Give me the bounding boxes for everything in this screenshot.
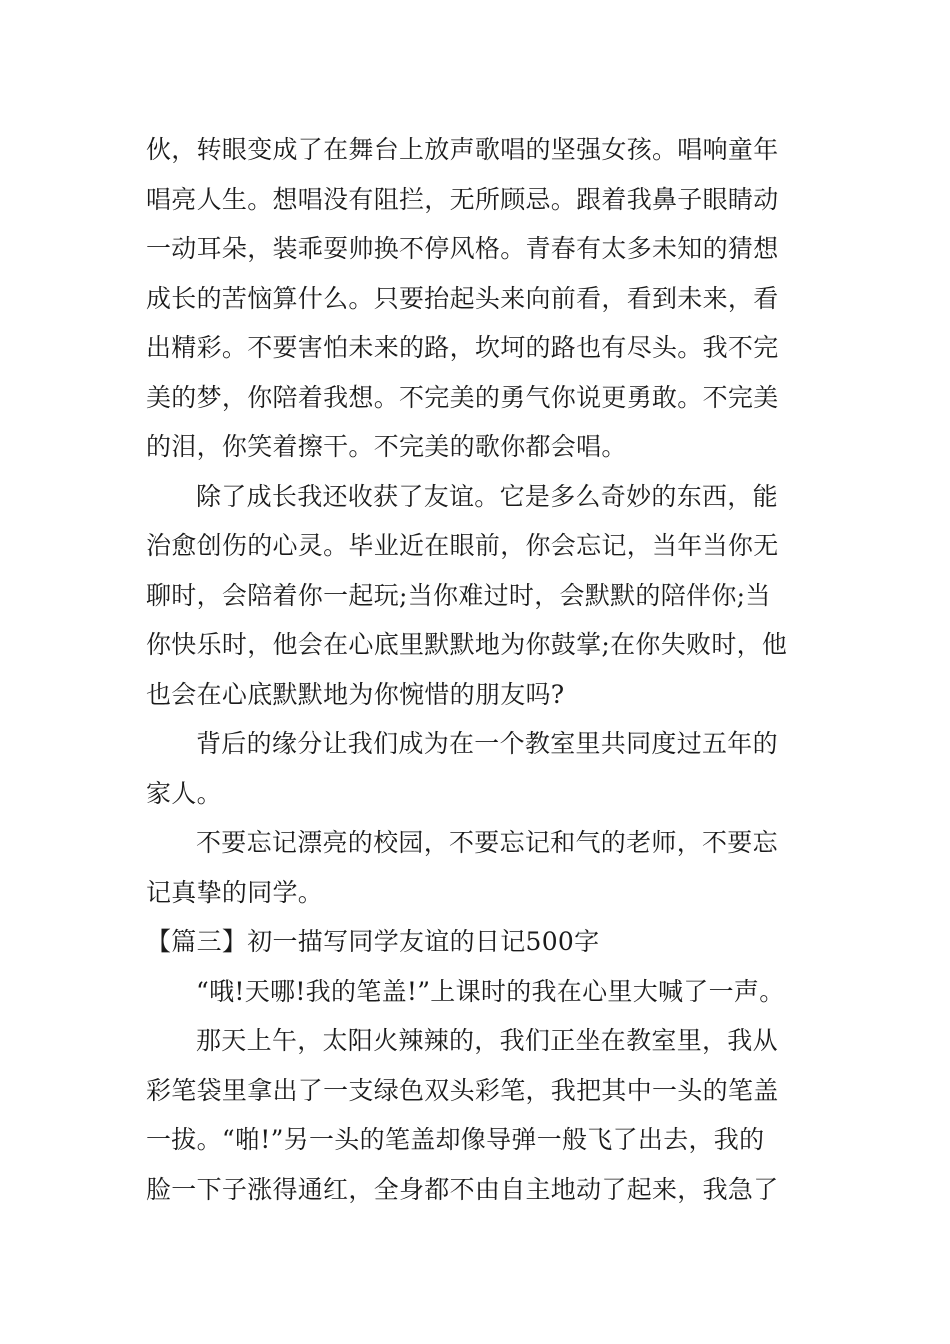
text-line: 成长的苦恼算什么。只要抬起头来向前看，看到未来，看 — [146, 284, 779, 313]
text-line: 家人。 — [146, 779, 222, 808]
text-line: 出精彩。不要害怕未来的路，坎坷的路也有尽头。我不完 — [146, 333, 779, 362]
text-line: 记真挚的同学。 — [146, 878, 324, 907]
text-line: 除了成长我还收获了友谊。它是多么奇妙的东西，能 — [196, 482, 778, 511]
text-line: 一动耳朵，装乖耍帅换不停风格。青春有太多未知的猜想 — [146, 234, 779, 263]
text-line: 聊时，会陪着你一起玩;当你难过时，会默默的陪伴你;当 — [146, 581, 771, 610]
text-line: 唱亮人生。想唱没有阻拦，无所顾忌。跟着我鼻子眼睛动 — [146, 185, 779, 214]
text-line: 治愈创伤的心灵。毕业近在眼前，你会忘记，当年当你无 — [146, 531, 779, 560]
text-line: 彩笔袋里拿出了一支绿色双头彩笔，我把其中一头的笔盖 — [146, 1076, 779, 1105]
text-line: 一拔。“啪!”另一头的笔盖却像导弹一般飞了出去，我的 — [146, 1125, 765, 1154]
text-line: 背后的缘分让我们成为在一个教室里共同度过五年的 — [196, 729, 778, 758]
text-line: 脸一下子涨得通红，全身都不由自主地动了起来，我急了 — [146, 1175, 779, 1204]
text-line: 也会在心底默默地为你惋惜的朋友吗? — [146, 680, 565, 709]
text-line: 美的梦，你陪着我想。不完美的勇气你说更勇敢。不完美 — [146, 383, 779, 412]
text-line: 伙，转眼变成了在舞台上放声歌唱的坚强女孩。唱响童年 — [146, 135, 779, 164]
text-line: 不要忘记漂亮的校园，不要忘记和气的老师，不要忘 — [196, 828, 778, 857]
text-line: 的泪，你笑着擦干。不完美的歌你都会唱。 — [146, 432, 627, 461]
text-line: 那天上午，太阳火辣辣的，我们正坐在教室里，我从 — [196, 1026, 778, 1055]
text-line: “哦!天哪!我的笔盖!”上课时的我在心里大喊了一声。 — [196, 977, 785, 1006]
section-heading: 【篇三】初一描写同学友谊的日记500字 — [146, 927, 600, 956]
text-line: 你快乐时，他会在心底里默默地为你鼓掌;在你失败时，他 — [146, 630, 788, 659]
